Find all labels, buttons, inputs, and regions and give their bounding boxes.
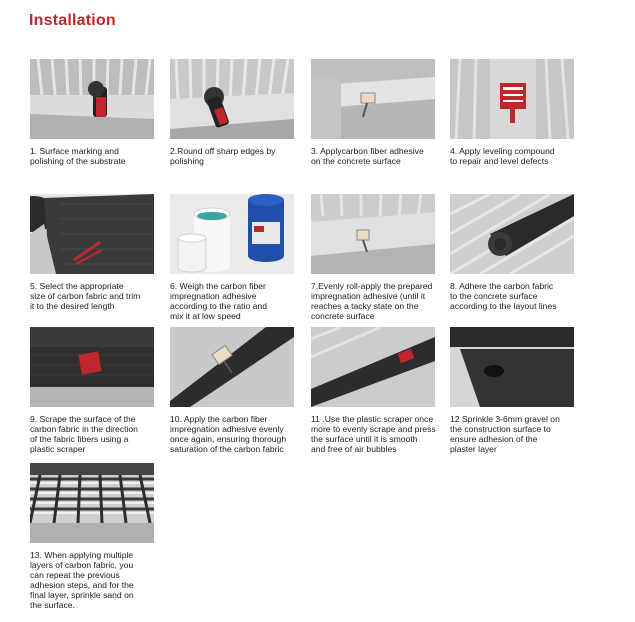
step-9-caption: 9. Scrape the surface of the carbon fabric in the direction of the fabric fibers using a plastic scraper	[30, 414, 138, 454]
step-10-caption: 10. Apply the carbon fiber impregnation adhesive evenly once again, ensuring thorough saturation of the carbon fabric	[170, 414, 287, 454]
step-2-image	[170, 59, 294, 139]
step-12-caption: 12 Sprinkle 3-6mm gravel on the construction surface to ensure adhesion of the plaster layer	[450, 414, 560, 454]
step-2-caption: 2.Round off sharp edges by polishing	[170, 146, 276, 166]
step-5-caption: 5. Select the appropriate size of carbon fabric and trim it to the desired length	[30, 281, 141, 311]
step-3-image	[311, 59, 435, 139]
step-4-caption: 4. Apply leveling compound to repair and level defects	[450, 146, 555, 166]
step-8-caption: 8. Adhere the carbon fabric to the concrete surface according to the layout lines	[450, 281, 557, 311]
step-6-image	[170, 194, 294, 274]
step-9-image	[30, 327, 154, 407]
step-6-caption: 6. Weigh the carbon fiber impregnation adhesive according to the ratio and mix it at low speed	[170, 281, 267, 321]
step-1-image	[30, 59, 154, 139]
step-7-image	[311, 194, 435, 274]
step-10-image	[170, 327, 294, 407]
step-13-caption: 13. When applying multiple layers of carbon fabric, you can repeat the previous adhesion steps, and for the final layer, sprinkle sand on the surface.	[30, 550, 134, 610]
step-5-image	[30, 194, 154, 274]
step-1-caption: 1. Surface marking and polishing of the substrate	[30, 146, 126, 166]
step-11-image	[311, 327, 435, 407]
step-12-image	[450, 327, 574, 407]
step-7-caption: 7.Evenly roll-apply the prepared impregnation adhesive (until it reaches a tacky state on the concrete surface	[311, 281, 433, 321]
step-13-image	[30, 463, 154, 543]
step-4-image	[450, 59, 574, 139]
page-title: Installation	[29, 12, 116, 29]
step-11-caption: 11 .Use the plastic scraper once more to evenly scrape and press the surface until it is smooth and free of air bubbles	[311, 414, 436, 454]
step-3-caption: 3. Applycarbon fiber adhesive on the concrete surface	[311, 146, 424, 166]
step-8-image	[450, 194, 574, 274]
